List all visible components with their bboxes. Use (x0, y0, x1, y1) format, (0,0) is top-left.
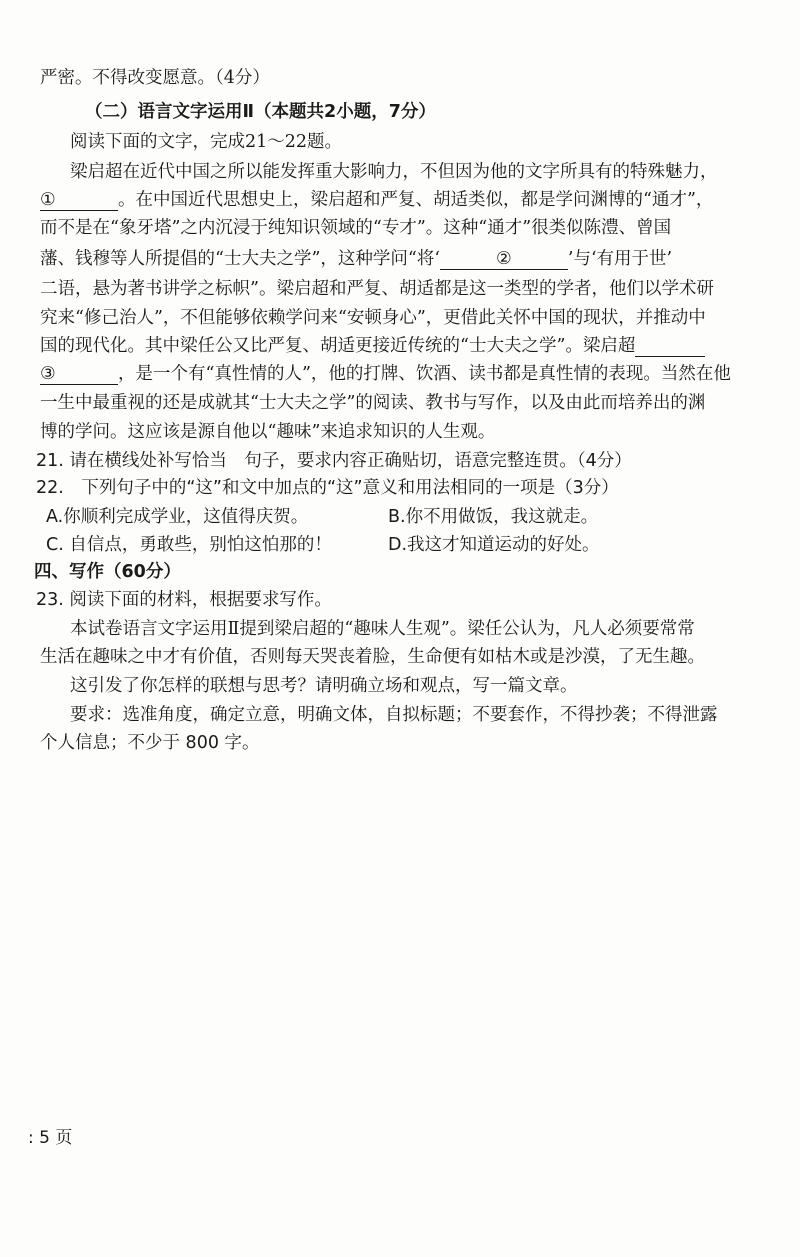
question-21: 21. 请在横线处补写恰当 句子，要求内容正确贴切，语意完整连贯。（4分） (36, 451, 632, 471)
passage-line-4 (40, 247, 765, 271)
question-22: 22. 下列句子中的“这”和文中加点的“这”意义和用法相同的一项是（3分） (36, 478, 619, 498)
blank-2-label: ② (496, 249, 512, 269)
blank-1 (40, 190, 118, 211)
intro-line: 严密。不得改变愿意。（4分） (40, 68, 270, 88)
option-c: C. 自信点，勇敢些，别怕这怕那的！ (46, 535, 332, 555)
passage-line-8-text: ，是一个有“真性情的人”，他的打牌、饮酒、读书都是真性情的表现。当然在他 (118, 364, 731, 384)
passage-line-5: 二语，悬为著书讲学之标帜”。梁启超和严复、胡适都是这一类型的学者，他们以学术研 (40, 279, 714, 299)
question-23: 23. 阅读下面的材料，根据要求写作。 (36, 590, 332, 610)
passage-line-4-after: ’与‘有用于世’ (567, 249, 673, 269)
option-d: D.我这才知道运动的好处。 (388, 535, 600, 555)
passage-line-2-text: 。在中国近代思想史上，梁启超和严复、胡适类似，都是学问渊博的“通才”， (118, 190, 714, 210)
passage-line-1: 梁启超在近代中国之所以能发挥重大影响力，不但因为他的文字所具有的特殊魅力， (70, 162, 718, 182)
page-number: : 5 页 (28, 1128, 73, 1148)
passage-line-7-text: 国的现代化。其中梁任公又比严复、胡适更接近传统的“士大夫之学”。梁启超 (40, 336, 636, 356)
material-line-2: 生活在趣味之中才有价值，否则每天哭丧着脸，生命便有如枯木或是沙漠，了无生趣。 (40, 647, 705, 667)
blank-1-label: ① (40, 190, 56, 210)
material-line-3: 这引发了你怎样的联想与思考？请明确立场和观点，写一篇文章。 (70, 676, 578, 696)
passage-line-7 (40, 334, 765, 358)
material-line-1: 本试卷语言文字运用Ⅱ提到梁启超的“趣味人生观”。梁任公认为，凡人必须要常常 (70, 619, 695, 639)
passage-line-8 (40, 362, 765, 386)
passage-line-6: 究来“修己治人”，不但能够依赖学问来“安顿身心”，更借此关怀中国的现状，并推动中 (40, 308, 706, 328)
option-a: A.你顺利完成学业，这值得庆贺。 (46, 507, 309, 527)
section-2-title: （二）语言文字运用Ⅱ（本题共2小题，7分） (85, 102, 436, 122)
blank-2 (440, 249, 568, 270)
section-2-instruction: 阅读下面的文字，完成21～22题。 (70, 132, 343, 152)
requirement-line-2: 个人信息；不少于 800 字。 (40, 733, 260, 753)
blank-3 (40, 364, 118, 385)
passage-line-2 (40, 188, 765, 212)
passage-line-9: 一生中最重视的还是成就其“士大夫之学”的阅读、教书与写作，以及由此而培养出的渊 (40, 393, 706, 413)
blank-3-start (635, 336, 705, 357)
option-b: B.你不用做饭，我这就走。 (388, 507, 599, 527)
requirement-line-1: 要求：选准角度，确定立意，明确文体，自拟标题；不要套作，不得抄袭；不得泄露 (70, 705, 718, 725)
passage-line-10: 博的学问。这应该是源自他以“趣味”来追求知识的人生观。 (40, 422, 496, 442)
passage-line-4-before: 藩、钱穆等人所提倡的“士大夫之学”，这种学问“将‘ (40, 249, 440, 269)
passage-line-3: 而不是在“象牙塔”之内沉浸于纯知识领域的“专才”。这种“通才”很类似陈澧、曾国 (40, 218, 672, 238)
section-4-title: 四、写作（60分） (34, 562, 181, 582)
blank-3-label: ③ (40, 364, 56, 384)
